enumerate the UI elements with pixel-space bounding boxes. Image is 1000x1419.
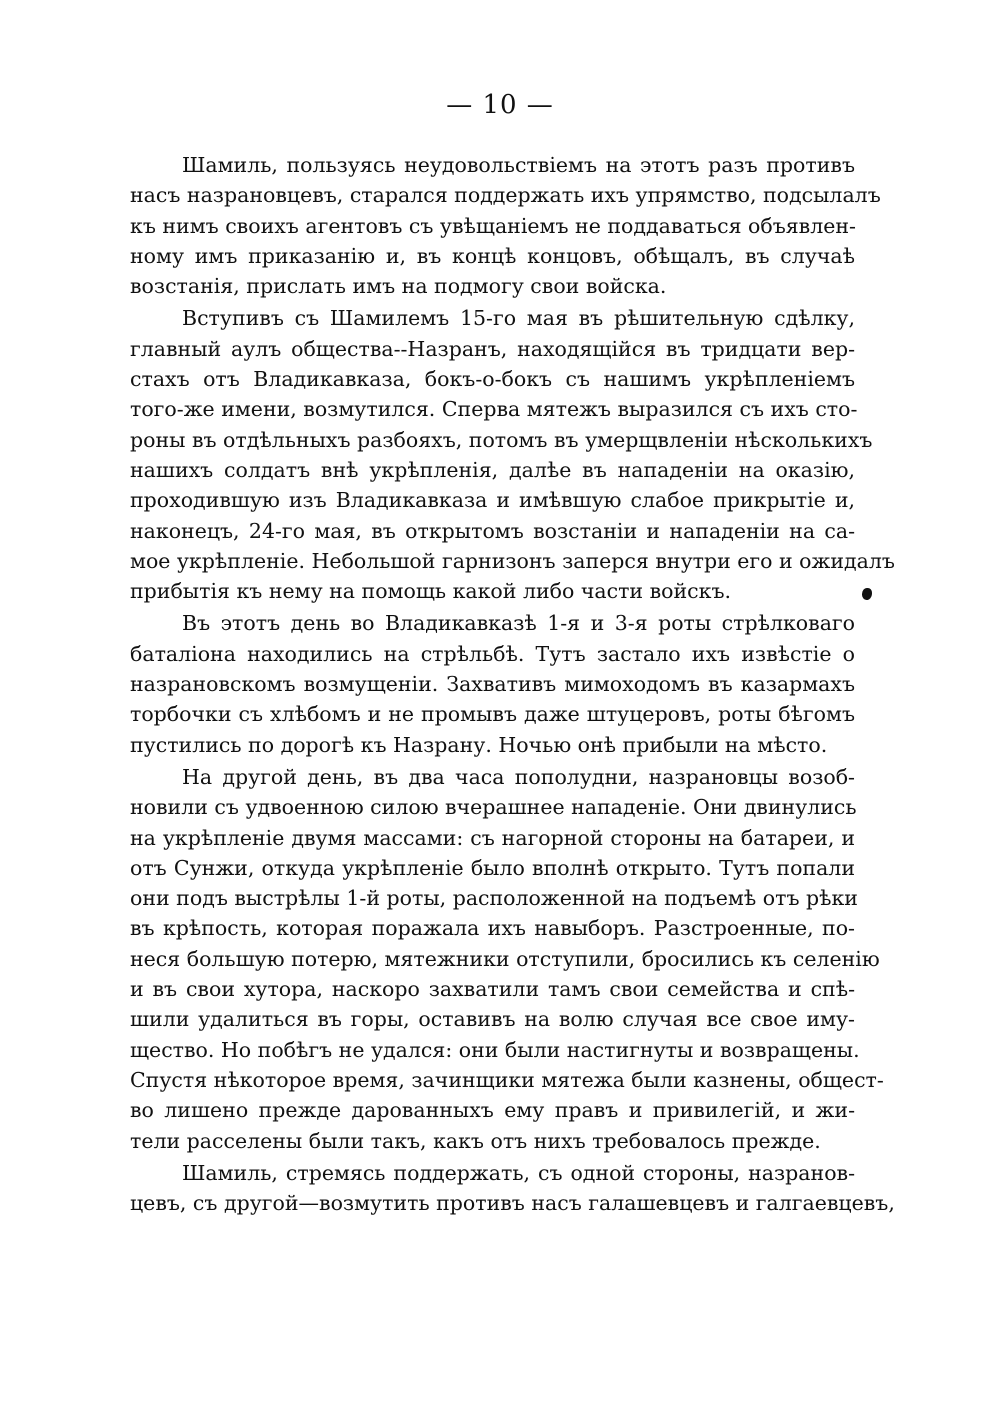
body-text [130, 150, 895, 1218]
text-line: назрановскомъ возмущеніи. Захвативъ мимоходомъ въ казармахъ [130, 672, 855, 697]
text-line: въ крѣпость, которая поражала ихъ навыборъ. Разстроенные, по- [130, 916, 855, 941]
text-line: они подъ выстрѣлы 1-й роты, расположенной на подъемѣ отъ рѣки [130, 886, 858, 911]
text-line: пустились по дорогѣ къ Назрану. Ночью онѣ прибыли на мѣсто. [130, 732, 828, 757]
text-line: стахъ отъ Владикавказа, бокъ-о-бокъ съ нашимъ укрѣпленіемъ [130, 367, 855, 392]
text-line: щество. Но побѣгъ не удался: они были настигнуты и возвращены. [130, 1037, 860, 1062]
text-line: и въ свои хутора, наскоро захватили тамъ свои семейства и спѣ- [130, 977, 855, 1002]
text-line: ному имъ приказанію и, въ концѣ концовъ, обѣщалъ, въ случаѣ [130, 243, 855, 268]
text-line: роны въ отдѣльныхъ разбояхъ, потомъ въ умерщвленіи нѣсколькихъ [130, 427, 873, 452]
text-line: новили съ удвоенною силою вчерашнее нападеніе. Они двинулись [130, 795, 857, 820]
text-line: неся большую потерю, мятежники отступили, бросились къ селенію [130, 946, 880, 971]
paragraph-2 [130, 303, 895, 606]
text-line: мое укрѣпленіе. Небольшой гарнизонъ заперся внутри его и ожидалъ [130, 548, 895, 573]
text-line: нашихъ солдатъ внѣ укрѣпленія, далѣе въ нападеніи на оказію, [130, 457, 855, 482]
ink-blot-mark [862, 588, 872, 600]
text-line: возстанія, прислать имъ на подмогу свои войска. [130, 274, 667, 299]
text-line: на укрѣпленіе двумя массами: съ нагорной стороны на батареи, и [130, 825, 855, 850]
text-line: насъ назрановцевъ, старался поддержать ихъ упрямство, подсылалъ [130, 183, 881, 208]
text-line: отъ Сунжи, откуда укрѣпленіе было вполнѣ открыто. Тутъ попали [130, 855, 855, 880]
text-line: Вступивъ съ Шамилемъ 15-го мая въ рѣшительную сдѣлку, [182, 306, 855, 331]
page-number: — 10 — [446, 90, 554, 120]
paragraph-3 [130, 608, 855, 759]
text-line: прибытія къ нему на помощь какой либо части войскъ. [130, 579, 732, 604]
paragraph-1 [130, 150, 881, 301]
text-line: наконецъ, 24-го мая, въ открытомъ возстаніи и нападеніи на са- [130, 518, 855, 543]
text-line: Шамиль, стремясь поддержать, съ одной стороны, назранов- [182, 1160, 855, 1185]
paragraph-5 [130, 1158, 895, 1219]
text-line: торбочки съ хлѣбомъ и не промывъ даже штуцеровъ, роты бѣгомъ [130, 702, 855, 727]
text-line: Спустя нѣкоторое время, зачинщики мятежа были казнены, общест- [130, 1067, 884, 1092]
text-line: цевъ, съ другой—возмутить противъ насъ галашевцевъ и галгаевцевъ, [130, 1191, 895, 1216]
text-line: Въ этотъ день во Владикавказѣ 1-я и 3-я роты стрѣлковаго [182, 611, 855, 636]
text-line: во лишено прежде дарованныхъ ему правъ и привилегій, и жи- [130, 1098, 855, 1123]
text-line: шили удалиться въ горы, оставивъ на волю случая все свое иму- [130, 1007, 855, 1032]
text-line: того-же имени, возмутился. Сперва мятежъ выразился съ ихъ сто- [130, 397, 858, 422]
text-line: главный аулъ общества--Назранъ, находящійся въ тридцати вер- [130, 336, 855, 361]
text-line: тели расселены были такъ, какъ отъ нихъ требовалось прежде. [130, 1128, 821, 1153]
text-line: баталіона находились на стрѣльбѣ. Тутъ застало ихъ извѣстіе о [130, 641, 855, 666]
text-line: къ нимъ своихъ агентовъ съ увѣщаніемъ не поддаваться объявлен- [130, 213, 856, 238]
text-line: Шамиль, пользуясь неудовольствіемъ на этотъ разъ противъ [182, 153, 855, 177]
paragraph-4 [130, 762, 884, 1156]
text-line: проходившую изъ Владикавказа и имѣвшую слабое прикрытіе и, [130, 488, 855, 513]
text-line: На другой день, въ два часа пополудни, назрановцы возоб- [182, 764, 855, 789]
